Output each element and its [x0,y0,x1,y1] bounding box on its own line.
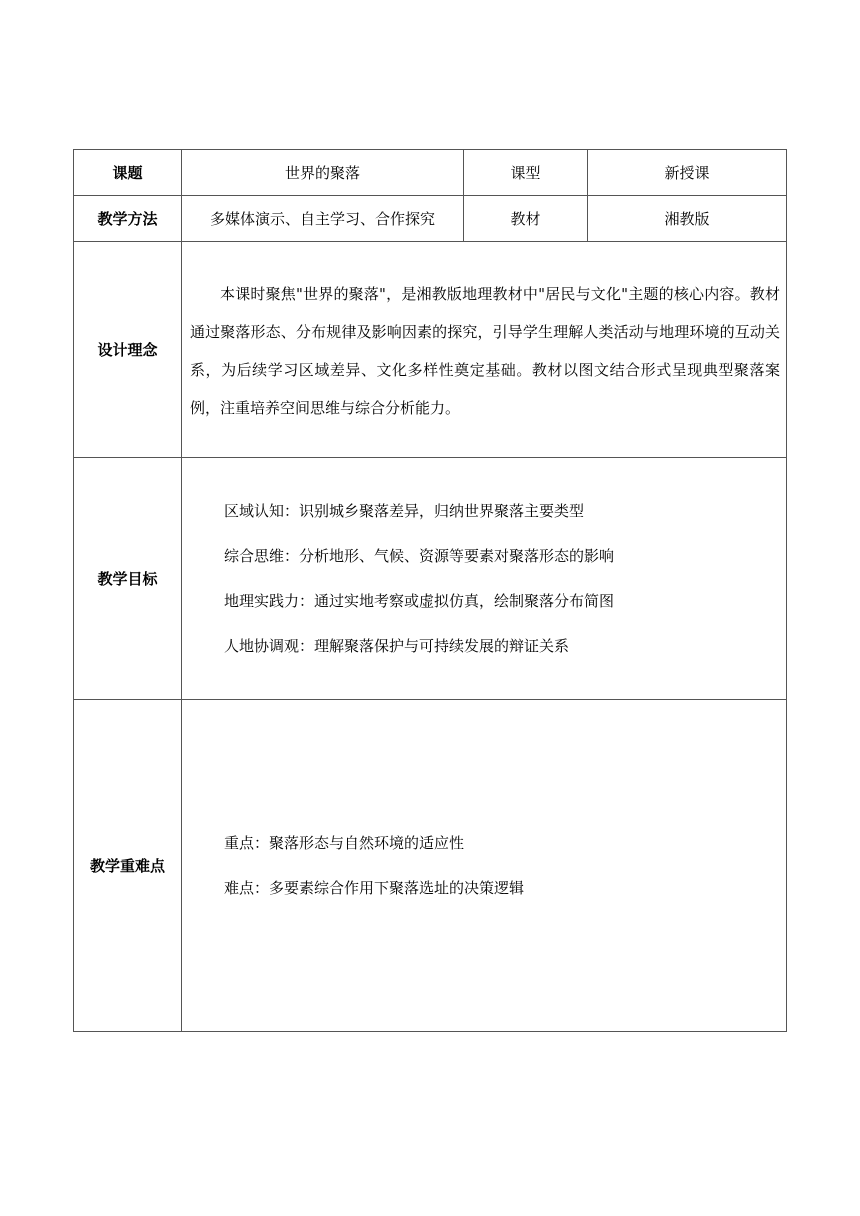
lesson-type-value: 新授课 [588,150,787,196]
method-label: 教学方法 [74,196,182,242]
key-points-cell [182,700,787,1032]
key-points-list [182,821,786,911]
key-point-item: 重点：聚落形态与自然环境的适应性 [224,833,465,852]
lesson-type-label: 课型 [464,150,588,196]
goals-label: 教学目标 [74,458,182,700]
key-points-row [74,700,787,1032]
design-row [74,242,787,458]
key-points-label: 教学重难点 [74,700,182,1032]
method-row [74,196,787,242]
textbook-label: 教材 [464,196,588,242]
topic-label: 课题 [74,150,182,196]
goals-list [182,489,786,669]
design-cell [182,242,787,458]
goal-item: 区域认知：识别城乡聚落差异，归纳世界聚落主要类型 [224,501,585,520]
goal-item: 人地协调观：理解聚落保护与可持续发展的辩证关系 [224,636,570,655]
topic-value: 世界的聚落 [182,150,464,196]
goal-item: 综合思维：分析地形、气候、资源等要素对聚落形态的影响 [224,546,615,565]
goals-row [74,458,787,700]
goals-cell [182,458,787,700]
lesson-plan-table [73,149,787,1032]
textbook-value: 湘教版 [588,196,787,242]
method-value: 多媒体演示、自主学习、合作探究 [182,196,464,242]
design-text: 本课时聚焦"世界的聚落"，是湘教版地理教材中"居民与文化"主题的核心内容。教材通过聚落形态、分布规律及影响因素的探究，引导学生理解人类活动与地理环境的互动关系，为后续学习区域差异、文化多样性奠定基础。教材以图文结合形式呈现典型聚落案例，注重培养空间思维与综合分析能力。 [190,284,780,417]
topic-row [74,150,787,196]
design-label: 设计理念 [74,242,182,458]
difficult-point-item: 难点：多要素综合作用下聚落选址的决策逻辑 [224,878,525,897]
goal-item: 地理实践力：通过实地考察或虚拟仿真，绘制聚落分布简图 [224,591,615,610]
